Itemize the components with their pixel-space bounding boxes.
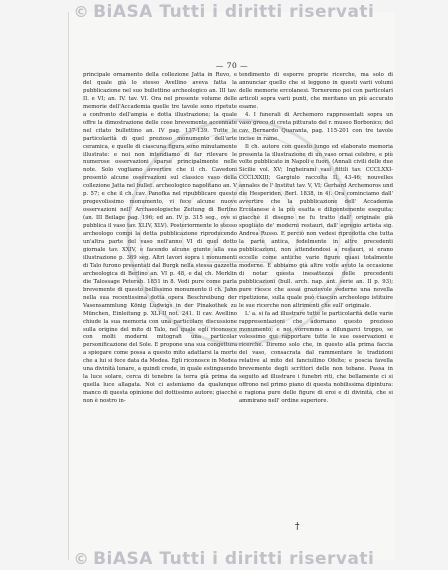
watermark-text: BiASA Tutti i diritti riservati xyxy=(93,2,375,22)
document-page xyxy=(68,12,395,560)
page-number: — 70 — xyxy=(215,61,249,70)
right-column xyxy=(239,72,393,406)
right-paragraph: 4. I funerali di Archemoro rappresentati sopra un vaso greco di creta pitturato del r. museo Borbonico; del cav. Bernardo Quaranta, pag. 115-201 con tre tavole incise in rame. xyxy=(239,111,393,142)
right-paragraph: L' a. si fa ad illustrare tutte le particolarità delle varie rappresentazioni che adornano questo prezioso monumento; e noi vorremmo a dilungarci troppo, se volessimo qui rapportare tutte le sue osservazioni e ricerche. Diremo solo che, in questo alla prima faccia del vaso, consacrata dal rammentare le tradizioni relative al mito del fanciullino Ofelte; e poscia favella brevemente degli scrittori delle non tebane. Passa in seguito ad illustrare i funebri riti, che bellamente ci si offrono nel primo piano di questa nobilissima dipintura: e ragiona pure delle figure di eroi e di divinità, che si ammirano nell' ordine superiore. xyxy=(239,310,393,405)
watermark-text: BiASA Tutti i diritti riservati xyxy=(93,549,375,569)
right-paragraph: Il ch. autore con questo lungo ed elaborato memoria presenta la illustrazione di un vaso ornai celebre, e più volte pubblicato in Napoli e fuori. (Annali civili delle due Sicilie vol. XV; Ingheirami vasi fittili tav. CCCLXXI-CCCLXXIII; Gargiulo raccolta II, 43-46; nouvelles annales de l' Institut tav. V, VI; Gerhard Archemoros und die Hesperiden, Berl. 1838, in 4). Ora cominciamo dall' avvertire che la pubblicazione dell' Accademia Ercolanese è la più esatta e diligentemente eseguita; giacchè il disegno ne fu tratto dall' originale già spogliato de' moderni restauri, dall' egregio artista sig. Andrea Russo. E perciò non vedesi riprodotta che tutta la parte antica, fedelmente in altre precedenti pubblicazioni, non attendendosi a restauri, si erano eccelle come antiche varie figure quasi totalmente moderne. E abbiamo già altre volte avuto la occasione di notar questa inesattezza delle precedenti pubblicazioni (bull. arch. nap. ant. serie an. II p. 93); pure riesce che assai grazievole vederne una novella ripetizione, sulla quale può ciascun archeologo istituire le sue ricerche non altrimenti che sull' originale. xyxy=(239,143,393,309)
end-mark: † xyxy=(295,522,300,532)
right-paragraph: tendimento di esporre proprie ricerche, ma solo di annunciar quello che si leggono in questi varii volumi delle memorie ercolanesi. Torneremo poi con particolari articoli sopra varii punti, che meritano un più accurato esame. xyxy=(239,72,393,110)
watermark-top xyxy=(0,2,448,22)
copyright-symbol: © xyxy=(73,3,90,21)
left-column xyxy=(83,72,237,406)
left-paragraph: principale ornamento della collezione Jatta in Ruvo, e del quale già lo stesso Avellino aveva fatta la pubblicazione nel suo bullettino archeologico an. III tav. II. e VI; an. IV. tav. VI. Ora nel presente volume delle memorie dell'Accademia quelle tre tavole sono ripetute a confronto dell'ampia e dotta illustrazione; la quale offre la dimostrazione delle cose brevemente accennate nel citato bullettino an. IV pag. 137-139. Tutte le particolarità di quel prezioso monumento dell'arte ceramica, e quelle di ciascuna figura sono minutamente illustrate: e noi non intendiamo di far rilevare le numerose osservazioni sparse principalmente nelle note. Solo vogliamo avvertire che il ch. Cavedoni presentò alcune osservazioni sul classico vaso della collezione Jatta nel bullet. archeologico napolitano an. V p. 57; e che il ch. cav. Panofka nel ripubblicare questo pregevolissimo monumento, vi fece alcune nuove osservazioni nell' Archaeologische Zeitung di Berlino (an. III Beilage pag. 196; ed an. IV p. 315 seg., ove si pubblica il vaso tav. XLIV, XLV). Posteriormente lo stesso archeologo compì la detta pubblicazione riproducendo un'altra parte del vaso nell'anno VI di quel dotto giornale tav. XXIV, e facendo alcune giunte alla sua illustrazione p. 369 seg. Altri lavori sopra i monumenti di Talo furono presentati dal Burgk nella stessa gazzetta archeologica di Berlino an. VI p. 48, e dal ch. Merklin die Talossage Peterab. 1851 in 8. Vedi pure come parla brevemente di questo bellissimo monumento il ch. Jahn nella sua recentissima dotta opera Beschreibung der Vasensammlung König Ludwigs in der Pinakothek zu München, Einleitung p. XLI-II not. 241. Il cav. Avellino chiude la sua memoria con una particolare discussione sulla origine del mito di Talo, nel quale egli riconosce con molti moderni mitografi una particolar personificazione del Sole. E propone una sua congettura a spiegare come possa a questo mito adattarsi la morte che a lui si fece data da Medea. Egli riconosce in Medea una divinità lunare, a quindi crede, in quale estinguendo la luce solare, cerca di tenebre la terra già prima da quella luce allagata. Noi ci asteniamo da qualunque manco di questa opinione del dottissimo autore; giacchè non è nostro in- xyxy=(83,72,237,405)
copyright-symbol: © xyxy=(73,550,90,568)
watermark-bottom xyxy=(0,549,448,569)
